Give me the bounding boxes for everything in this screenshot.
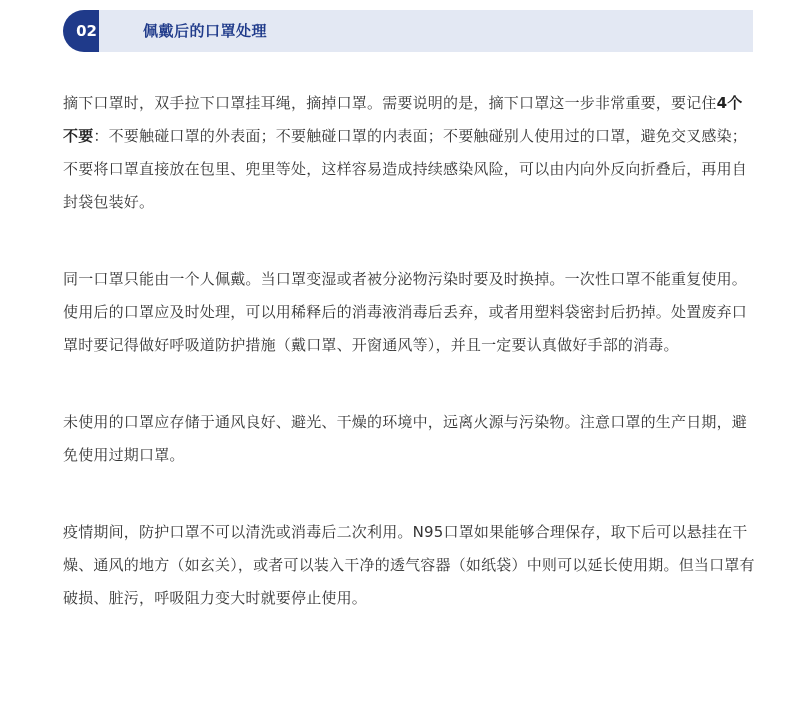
paragraph-storage: 未使用的口罩应存储于通风良好、避光、干燥的环境中，远离火源与污染物。注意口罩的生产日期，避免使用过期口罩。 <box>63 413 748 464</box>
section-header <box>63 10 753 52</box>
paragraph-text: 摘下口罩时，双手拉下口罩挂耳绳，摘掉口罩。需要说明的是，摘下口罩这一步非常重要，要记住 <box>63 94 717 112</box>
article-body <box>63 87 755 659</box>
paragraph-reuse: 疫情期间，防护口罩不可以清洗或消毒后二次利用。N95口罩如果能够合理保存，取下后可以悬挂在干燥、通风的地方（如玄关），或者可以装入干净的透气容器（如纸袋）中则可以延长使用期。但当口罩有破损、脏污，呼吸阻力变大时就要停止使用。 <box>63 523 755 607</box>
paragraph-mask-removal <box>63 87 755 219</box>
paragraph-text: ：不要触碰口罩的外表面；不要触碰口罩的内表面；不要触碰别人使用过的口罩，避免交叉感染；不要将口罩直接放在包里、兜里等处，这样容易造成持续感染风险，可以由内向外反向折叠后，再用自封袋包装好。 <box>63 127 748 211</box>
section-title: 佩戴后的口罩处理 <box>143 22 268 40</box>
paragraph-single-use: 同一口罩只能由一个人佩戴。当口罩变湿或者被分泌物污染时要及时换掉。一次性口罩不能重复使用。使用后的口罩应及时处理，可以用稀释后的消毒液消毒后丢弃，或者用塑料袋密封后扔掉。处置废弃口罩时要记得做好呼吸道防护措施（戴口罩、开窗通风等），并且一定要认真做好手部的消毒。 <box>63 270 748 354</box>
section-number-badge: 02 <box>63 10 99 52</box>
emphasis-text: 4个不要 <box>63 94 743 145</box>
